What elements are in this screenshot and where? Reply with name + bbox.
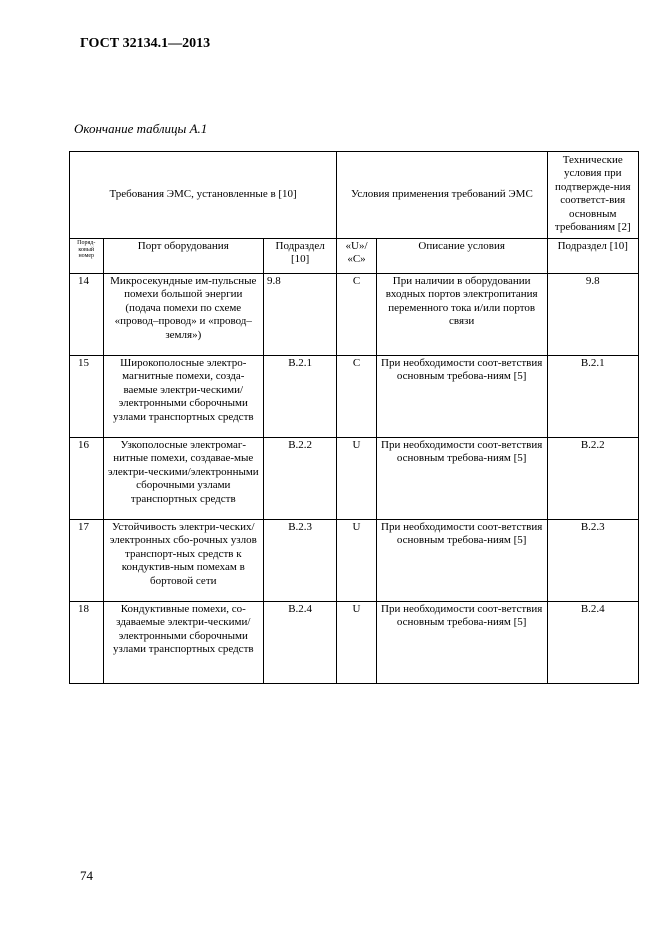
row-description: При необходимости соот-ветствия основным требова-ниям [5] — [376, 520, 547, 602]
row-subsection: 9.8 — [264, 274, 337, 356]
row-num: 15 — [70, 356, 104, 438]
row-description: При необходимости соот-ветствия основным требова-ниям [5] — [376, 356, 547, 438]
row-tech: В.2.2 — [547, 438, 638, 520]
row-uc: С — [337, 274, 377, 356]
table-row — [70, 520, 639, 602]
table-row — [70, 602, 639, 684]
document-header: ГОСТ 32134.1—2013 — [80, 36, 211, 51]
header-technical: Технические условия при подтвержде-ния соответст-вия основным требованиям [2] — [547, 152, 638, 239]
row-port: Широкополосные электро-магнитные помехи, созда-ваемые электри-ческими/электронными сборочными узлами транспортных средств — [103, 356, 264, 438]
table-caption: Окончание таблицы А.1 — [74, 121, 208, 136]
table-row — [70, 356, 639, 438]
row-tech: В.2.1 — [547, 356, 638, 438]
row-tech: 9.8 — [547, 274, 638, 356]
row-num: 18 — [70, 602, 104, 684]
header-subsection: Подраздел [10] — [264, 239, 337, 274]
table-row — [70, 274, 639, 356]
emc-requirements-table — [69, 151, 639, 684]
row-port: Устойчивость электри-ческих/электронных сбо-рочных узлов транспорт-ных средств к кондуктив-ным помехам в бортовой сети — [103, 520, 264, 602]
row-description: При наличии в оборудовании входных портов электропитания переменного тока и/или портов связи — [376, 274, 547, 356]
row-description: При необходимости соот-ветствия основным требова-ниям [5] — [376, 438, 547, 520]
row-description: При необходимости соот-ветствия основным требова-ниям [5] — [376, 602, 547, 684]
row-subsection: В.2.4 — [264, 602, 337, 684]
header-description: Описание условия — [376, 239, 547, 274]
table-sub-header-row — [70, 239, 639, 274]
row-num: 14 — [70, 274, 104, 356]
page-number: 74 — [80, 868, 93, 883]
header-port: Порт оборудования — [103, 239, 264, 274]
row-subsection: В.2.2 — [264, 438, 337, 520]
table-row — [70, 438, 639, 520]
row-uc: U — [337, 520, 377, 602]
row-subsection: В.2.1 — [264, 356, 337, 438]
row-num: 17 — [70, 520, 104, 602]
header-uc: «U»/ «С» — [337, 239, 377, 274]
row-port: Узкополосные электромаг-нитные помехи, создавае-мые электри-ческими/электронными сборочными узлами транспортных средств — [103, 438, 264, 520]
header-conditions: Условия применения требований ЭМС — [337, 152, 547, 239]
table-group-header-row — [70, 152, 639, 239]
row-uc: С — [337, 356, 377, 438]
header-requirements: Требования ЭМС, установленные в [10] — [70, 152, 337, 239]
row-port: Кондуктивные помехи, со-здаваемые электри-ческими/электронными сборочными узлами транспортных средств — [103, 602, 264, 684]
row-uc: U — [337, 438, 377, 520]
row-tech: В.2.4 — [547, 602, 638, 684]
row-port: Микросекундные им-пульсные помехи большой энергии (подача помехи по схеме «провод–провод» и «провод–земля») — [103, 274, 264, 356]
header-tech-subsection: Подраздел [10] — [547, 239, 638, 274]
header-num: Поряд-ковый номер — [70, 239, 104, 274]
row-num: 16 — [70, 438, 104, 520]
row-tech: В.2.3 — [547, 520, 638, 602]
row-uc: U — [337, 602, 377, 684]
row-subsection: В.2.3 — [264, 520, 337, 602]
